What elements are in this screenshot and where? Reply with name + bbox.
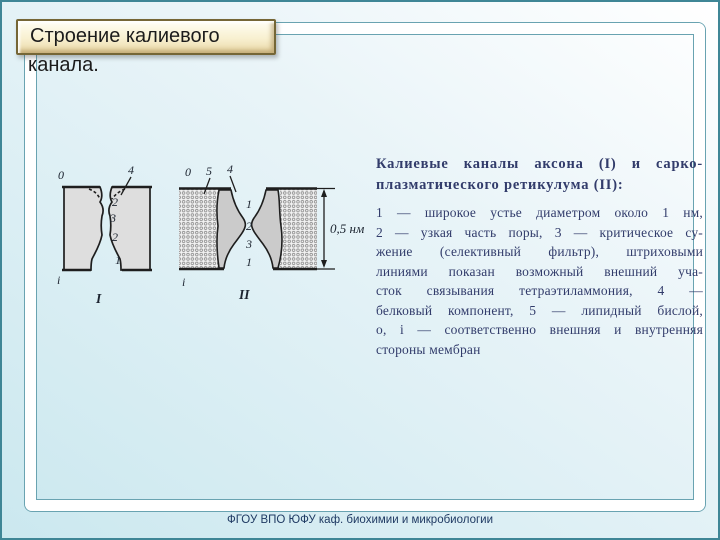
d2-label-outer-side: 0 [185,165,191,179]
d1-label-filter-3: 3 [110,211,116,225]
figure-body-line: о, i — соответственно внешняя и внутренняя [376,322,703,337]
d1-label-mouth-1: 1 [115,253,121,267]
d1-label-narrow-2b: 2 [112,230,118,244]
d2-dimension-label: 0,5 нм [330,221,365,236]
figure-body-line: 1 — широкое устье диаметром около 1 нм, [376,205,703,220]
figure-body-line: сток связывания тетраэтиламмония, 4 — [376,283,703,298]
figure-body-line: 2 — узкая часть поры, 3 — критическое су- [376,224,703,240]
lipid-stipple-right [280,188,317,269]
figure-body-line: жение (селективный фильтр), штриховыми [376,244,703,259]
figure-body-line: стороны мембран [376,341,481,357]
d1-roman-numeral: I [96,291,102,306]
figure-body-line: линиями показан возможный внешний уча- [376,263,703,279]
lipid-stipple-left [179,188,219,269]
figure-caption [376,154,703,359]
dimension-arrow-up [321,189,327,197]
figure-heading [376,154,703,196]
d2-label-lipid-5: 5 [206,164,212,178]
d1-label-outer-side: 0 [58,168,64,182]
title-line-1: Строение калиевого [30,25,220,47]
figure-heading-line: Калиевые каналы аксона (I) и сарко- [376,156,703,172]
title-box [16,19,276,55]
figure-body-line: белковый компонент, 5 — липидный бислой, [376,302,703,318]
dimension-arrow-down [321,260,327,268]
d2-roman-numeral: II [239,287,250,302]
diagram-sr-channel [177,160,372,310]
d2-label-mouth-1a: 1 [246,197,252,211]
footer-text: ФГОУ ВПО ЮФУ каф. биохимии и микробиологии [226,514,494,526]
d2-label-mouth-1b: 1 [246,255,252,269]
figure-body [376,203,703,359]
d1-label-protein-4: 4 [128,163,134,177]
protein-lobe-right [252,190,282,268]
d1-label-inner-side: i [57,273,61,287]
d2-label-inner-side: i [182,275,186,289]
membrane-left-block [64,187,103,270]
diagram-axon-channel [54,162,174,310]
d2-label-protein-4: 4 [227,162,233,176]
figure-heading-line: плазматического ретикулума (II): [376,177,624,193]
protein-lobe-left [217,190,245,268]
d2-label-narrow-2: 2 [246,219,252,233]
d2-label-filter-3: 3 [246,237,252,251]
title-line-2: канала. [28,54,99,76]
d1-label-narrow-2a: 2 [112,195,118,209]
